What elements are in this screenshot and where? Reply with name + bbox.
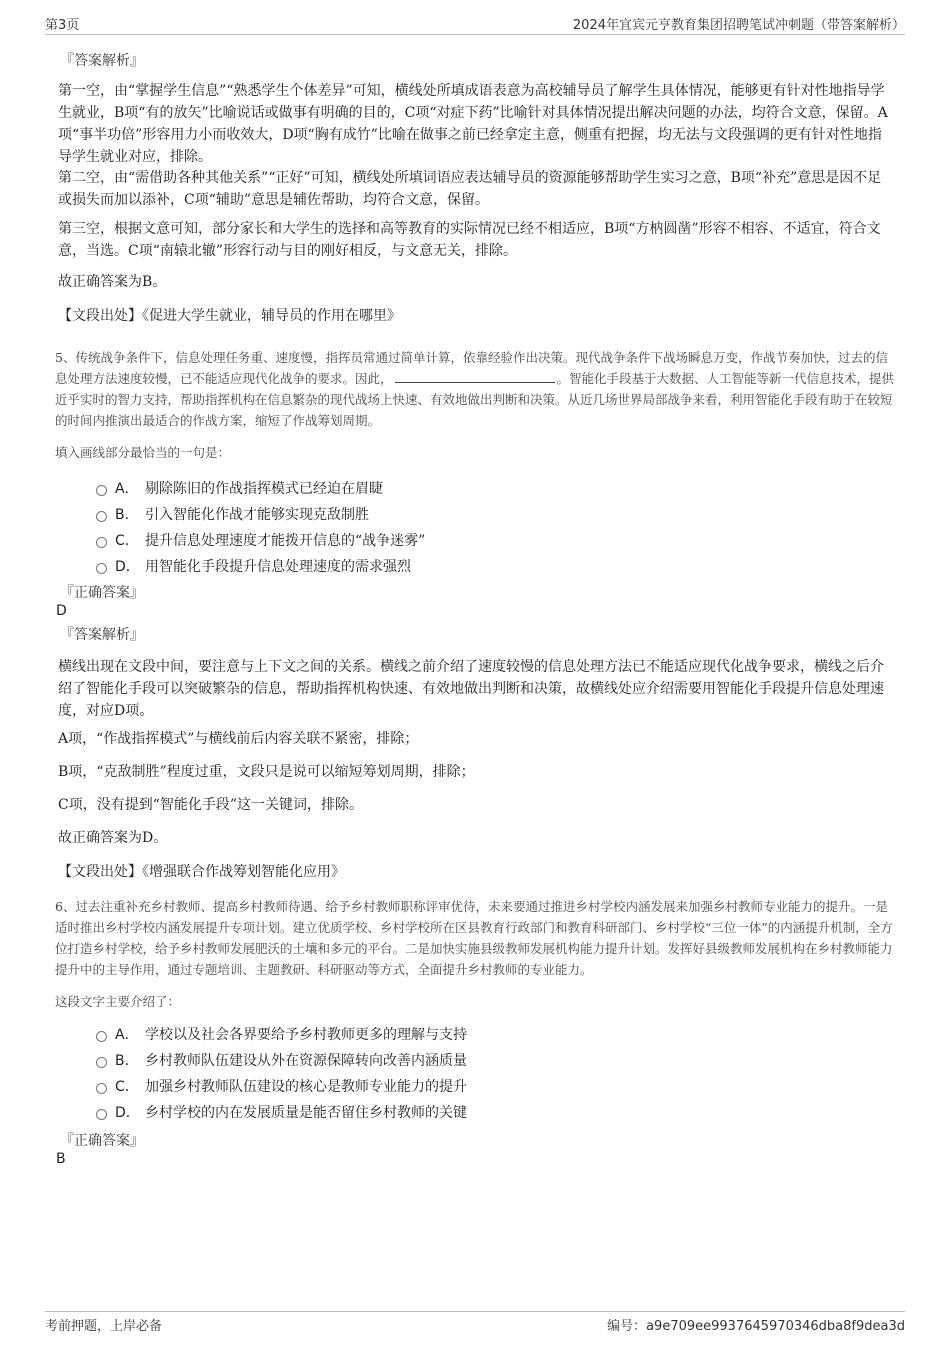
q5-analysis-p4: C项，没有提到“智能化手段”这一关键词，排除。 — [58, 797, 364, 813]
q4-analysis-p2: 第二空，由“需借助各种其他关系”“正好”可知，横线处所填词语应表达辅导员的资源能够帮助学生实习之意，B项“补充”意思是因不足或损失而加以添补，C项“辅助”意思是辅佐帮助，均符合文意，保留。 — [58, 170, 882, 208]
q5-source: 【文段出处】《增强联合作战筹划智能化应用》 — [58, 864, 345, 880]
q4-analysis-p3: 第三空，根据文意可知，部分家长和大学生的选择和高等教育的实际情况已经不相适应，B项“方枘圆凿”形容不相容、不适宜，符合文意，当选。C项“南辕北辙”形容行动与目的刚好相反，与文意无关，排除。 — [58, 221, 881, 259]
q6-stem: 6、过去注重补充乡村教师、提高乡村教师待遇、给予乡村教师职称评审优待，未来要通过推进乡村学校内涵发展来加强乡村教师专业能力的提升。一是适时推出乡村学校内涵发展提升专项计划。建立优质学校、乡村学校所在区县教育行政部门和教育科研部门、乡村学校“三位一体”的内涵提升机制，全方位打造乡村学校，给予乡村教师发展肥沃的土壤和多元的平台。二是加快实施县级教师发展机构能力提升计划。发挥好县级教师发展机构在乡村教师能力提升中的主导作用，通过专题培训、主题教研、科研驱动等方式，全面提升乡村教师的专业能力。 — [55, 899, 893, 977]
q5-option-b[interactable]: B． 引入智能化作战才能够实现克敌制胜 — [96, 504, 369, 526]
radio-icon[interactable] — [96, 563, 107, 574]
q6-option-a[interactable]: A． 学校以及社会各界要给予乡村教师更多的理解与支持 — [96, 1024, 467, 1046]
q5-blank — [395, 370, 555, 383]
q6-option-c[interactable]: C． 加强乡村教师队伍建设的核心是教师专业能力的提升 — [96, 1076, 467, 1098]
page-header — [45, 12, 905, 35]
q5-instruction: 填入画线部分最恰当的一句是： — [55, 445, 231, 460]
q5-option-d[interactable]: D． 用智能化手段提升信息处理速度的需求强烈 — [96, 556, 411, 578]
q4-analysis-p1: 第一空，由“掌握学生信息”“熟悉学生个体差异”可知，横线处所填成语表意为高校辅导员了解学生具体情况，能够更有针对性地指导学生就业，B项“有的放矢”比喻说话或做事有明确的目的，C项“对症下药”比喻针对具体情况提出解决问题的办法，均符合文意，保留。A项“事半功倍”形容用力小而收效大，D项“胸有成竹”比喻在做事之前已经拿定主意，侧重有把握，均无法与文段强调的更有针对性地指导学生就业对应，排除。 — [58, 83, 888, 165]
radio-icon[interactable] — [96, 1057, 107, 1068]
radio-icon[interactable] — [96, 511, 107, 522]
q4-source: 【文段出处】《促进大学生就业，辅导员的作用在哪里》 — [58, 308, 401, 324]
q5-answer-label: 『正确答案』 — [60, 585, 144, 601]
q5-stem — [55, 347, 895, 431]
q5-stem-after: 。智能化手段基于大数据、人工智能等新一代信息技术，提供近乎实时的智力支持，帮助指挥机构在信息繁杂的现代战场上快速、有效地做出判断和决策。从近几场世界局部战争来看，利用智能化手段有助于在较短的时间内推演出最适合的作战方案，缩短了作战筹划周期。 — [55, 371, 895, 428]
radio-icon[interactable] — [96, 1109, 107, 1120]
radio-icon[interactable] — [96, 1031, 107, 1042]
q4-analysis-label: 『答案解析』 — [60, 53, 144, 69]
q5-conclusion: 故正确答案为D。 — [58, 830, 168, 846]
q5-option-a[interactable]: A． 剔除陈旧的作战指挥模式已经迫在眉睫 — [96, 478, 383, 500]
q6-instruction: 这段文字主要介绍了： — [55, 994, 181, 1009]
q5-answer: D — [56, 603, 67, 619]
q5-stem-before: 5、传统战争条件下，信息处理任务重、速度慢，指挥员常通过简单计算，依靠经验作出决策。现代战争条件下战场瞬息万变，作战节奏加快，过去的信息处理方法速度较慢，已不能适应现代化战争的要求。因此， — [55, 350, 888, 386]
q5-analysis-p2: A项，“作战指挥模式”与横线前后内容关联不紧密，排除； — [58, 731, 419, 747]
radio-icon[interactable] — [96, 537, 107, 548]
page-number: 第3页 — [45, 18, 80, 33]
document-title: 2024年宜宾元亨教育集团招聘笔试冲刺题（带答案解析） — [572, 18, 905, 33]
q5-analysis-label: 『答案解析』 — [60, 627, 144, 643]
page-footer — [45, 1311, 905, 1336]
q4-conclusion: 故正确答案为B。 — [58, 274, 167, 290]
footer-slogan: 考前押题，上岸必备 — [45, 1319, 163, 1334]
footer-id: 编号：a9e709ee9937645970346dba8f9dea3d — [607, 1319, 905, 1334]
q5-option-c[interactable]: C． 提升信息处理速度才能拨开信息的“战争迷雾” — [96, 530, 425, 552]
q6-answer-label: 『正确答案』 — [60, 1133, 144, 1149]
q5-analysis-p3: B项，“克敌制胜”程度过重，文段只是说可以缩短筹划周期，排除； — [58, 764, 475, 780]
radio-icon[interactable] — [96, 1083, 107, 1094]
q6-option-d[interactable]: D． 乡村学校的内在发展质量是能否留住乡村教师的关键 — [96, 1102, 467, 1124]
radio-icon[interactable] — [96, 485, 107, 496]
q6-option-b[interactable]: B． 乡村教师队伍建设从外在资源保障转向改善内涵质量 — [96, 1050, 467, 1072]
q5-analysis-p1: 横线出现在文段中间，要注意与上下文之间的关系。横线之前介绍了速度较慢的信息处理方法已不能适应现代化战争要求，横线之后介绍了智能化手段可以突破繁杂的信息，帮助指挥机构快速、有效地做出判断和决策，故横线处应介绍需要用智能化手段提升信息处理速度，对应D项。 — [58, 659, 884, 719]
q6-answer: B — [56, 1151, 66, 1167]
